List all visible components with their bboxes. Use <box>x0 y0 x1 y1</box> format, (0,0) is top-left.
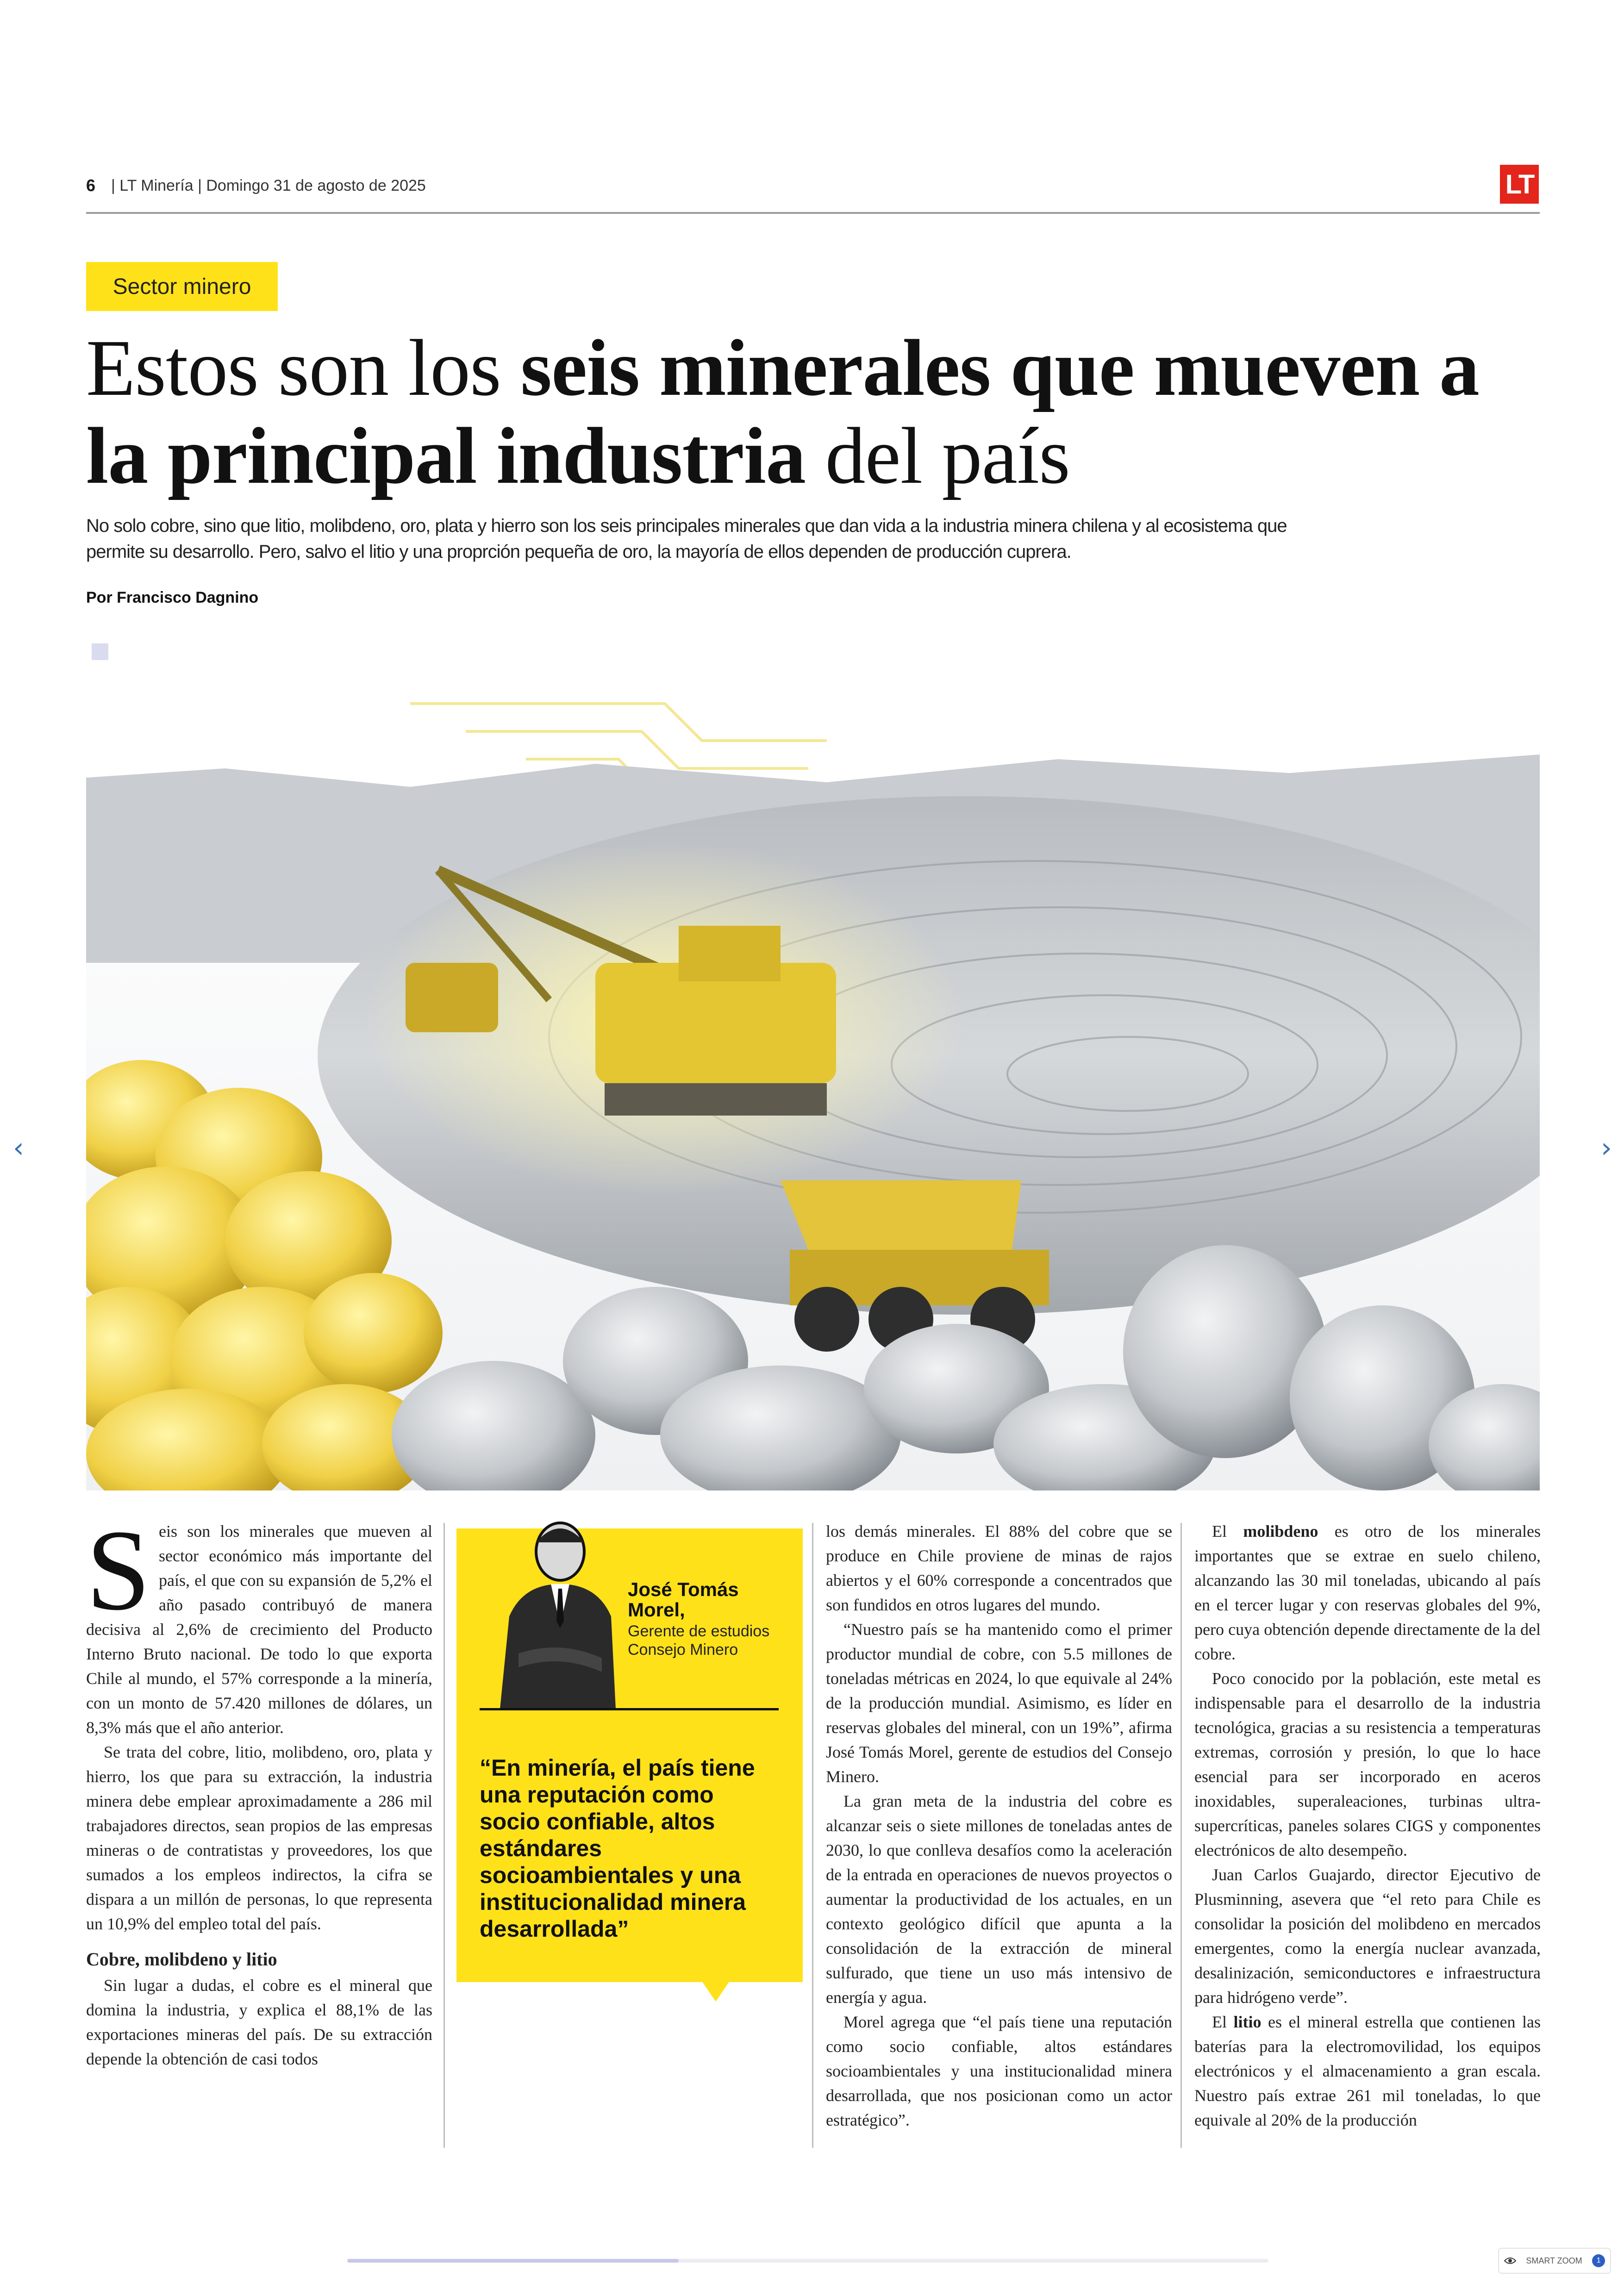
portrait-illustration <box>491 1515 620 1709</box>
body-paragraph <box>86 1506 432 1740</box>
chevron-left-icon[interactable]: ‹ <box>13 1132 24 1164</box>
headline-part2: del país <box>806 411 1070 500</box>
body-paragraph: Se trata del cobre, litio, molibdeno, oro, plata y hierro, los que para su extracción, la industria minera debe emplear aproximadamente a 286 mil trabajadores directos, sean propios de las empresas mineras o de contratistas y proveedores, los que sumados a los empleos indirectos, la cifra se dispara a un millón de personas, lo que representa un 10,9% del empleo total del país. <box>86 1743 432 1933</box>
subheading: Cobre, molibdeno y litio <box>86 1949 277 1970</box>
smart-zoom-button[interactable] <box>1498 2248 1611 2274</box>
article-dek: No solo cobre, sino que litio, molibdeno, oro, plata y hierro son los seis principales minerales que dan vida a la industria minera chilena y al ecosistema que permite su desarrollo. Pero, salvo el litio y una proprción pequeña de oro, la mayoría de ellos dependen de producción cuprera. <box>86 516 1287 562</box>
lt-logo: LT <box>1500 165 1539 204</box>
headline <box>86 324 1549 500</box>
chevron-right-icon[interactable]: › <box>1601 1132 1612 1164</box>
column-rule <box>443 1523 445 2148</box>
byline: Por Francisco Dagnino <box>86 589 259 606</box>
body-paragraph: Sin lugar a dudas, el cobre es el mineral que domina la industria, y explica el 88,1% de las exportaciones mineras del país. De su extracción depende la obtención de casi todos <box>86 1976 432 2068</box>
body-column-1 <box>86 1506 432 2071</box>
drop-cap: S <box>86 1506 151 1634</box>
column-rule <box>1181 1523 1182 2148</box>
body-column-3 <box>826 1519 1172 2133</box>
body-paragraph: los demás minerales. El 88% del cobre que se produce en Chile proviene de minas de rajos abiertos y el 60% corresponde a concentrados que son fundidos en otros lugares del mundo. <box>826 1522 1172 1614</box>
text-run: es el mineral estrella que contienen las baterías para la electromovilidad, los equipos electrónicos y el almacenamiento a gran escala. Nuestro país extrae 261 mil toneladas, lo que equivale al 20% de la producción <box>1194 2013 1541 2129</box>
body-paragraph: La gran meta de la industria del cobre es alcanzar seis o siete millones de toneladas antes de 2030, lo que conlleva desafíos como la aceleración de la entrada en operaciones de nuevos proyectos o aumentar la productividad de los actuales, en un contexto geológico difícil que apunta a la consolidación de la extracción de mineral sulfurado, que tiene un uso más intensivo de energía y agua. <box>826 1792 1172 2007</box>
body-paragraph: “Nuestro país se ha mantenido como el primer productor mundial de cobre, con 5.5 millones de toneladas métricas en 2024, lo que equivale al 24% de la producción mundial. Asimismo, es líder en reservas globales del mineral, con un 19%”, afirma José Tomás Morel, gerente de estudios del Consejo Minero. <box>826 1620 1172 1786</box>
text-run: El <box>1212 2013 1234 2031</box>
body-paragraph <box>1194 1519 1541 1666</box>
keyword-molibdeno: molibdeno <box>1243 1522 1318 1540</box>
text-run: es otro de los minerales importantes que se extrae en suelo chileno, alcanzando las 30 mil toneladas, ubicando al país en el tercer lugar y con reservas globales del 9%, pero cuya obtención depende directamente de la del cobre. <box>1194 1522 1541 1663</box>
section-date-line: | LT Minería | Domingo 31 de agosto de 2025 <box>111 177 426 194</box>
paragraph-text: eis son los minerales que mueven al sector económico más importante del país, el que con su expansión de 5,2% el año pasado contribuyó de manera decisiva al 2,6% de crecimiento del Producto Interno Bruto nacional. De todo lo que exporta Chile al mundo, el 57% corresponde a la minería, con un monto de 57.420 millones de dólares, un 8,3% más que el año anterior. <box>86 1522 432 1737</box>
smart-zoom-label: SMART ZOOM <box>1526 2256 1582 2265</box>
masthead-rule <box>86 212 1540 214</box>
keyword-litio: litio <box>1233 2013 1262 2031</box>
section-kicker: Sector minero <box>86 262 278 311</box>
body-paragraph: Morel agrega que “el país tiene una reputación como socio confiable, altos estándares socioambientales y una institucionalidad minera desarrollada, que nos posicionan como un actor estratégico”. <box>826 2013 1172 2129</box>
headline-bold: seis minerales que mueven a la principal industria <box>86 323 1479 500</box>
smart-zoom-count: 1 <box>1592 2254 1605 2267</box>
quote-source-name: José Tomás Morel, <box>628 1578 739 1621</box>
body-paragraph: Juan Carlos Guajardo, director Ejecutivo de Plusminning, asevera que “el reto para Chile es consolidar la posición del molibdeno en mercados emergentes, como la energía nuclear avanzada, desalinización, semiconductores e infraestructura para hidrógeno verde”. <box>1194 1865 1541 2007</box>
pull-quote-text: “En minería, el país tiene una reputación como socio confiable, altos estándares socioambientales y una institucionalidad minera desarrollada” <box>480 1755 755 1942</box>
eye-icon <box>1504 2257 1516 2265</box>
quote-divider <box>480 1708 779 1710</box>
mining-illustration <box>86 639 1540 1491</box>
page-number: 6 <box>86 176 96 195</box>
body-paragraph: Poco conocido por la población, este metal es indispensable para el desarrollo de la industria tecnológica, gracias a su resistencia a temperaturas extremas, corrosión y presión, lo que lo hace esencial para ser incorporado en aceros inoxidables, superaleaciones, turbinas ultra-supercríticas, paneles solares CIGS y componentes electrónicos de alto desempeño. <box>1194 1669 1541 1859</box>
page-progress-fill <box>347 2259 679 2263</box>
headline-part1: Estos son los <box>86 323 521 412</box>
pull-quote-tail <box>702 1981 730 2002</box>
quote-source-role: Gerente de estudios Consejo Minero <box>628 1622 770 1659</box>
body-column-4 <box>1194 1519 1541 2133</box>
column-rule <box>812 1523 813 2148</box>
body-paragraph <box>1194 2010 1541 2133</box>
text-run: El <box>1212 1522 1243 1540</box>
